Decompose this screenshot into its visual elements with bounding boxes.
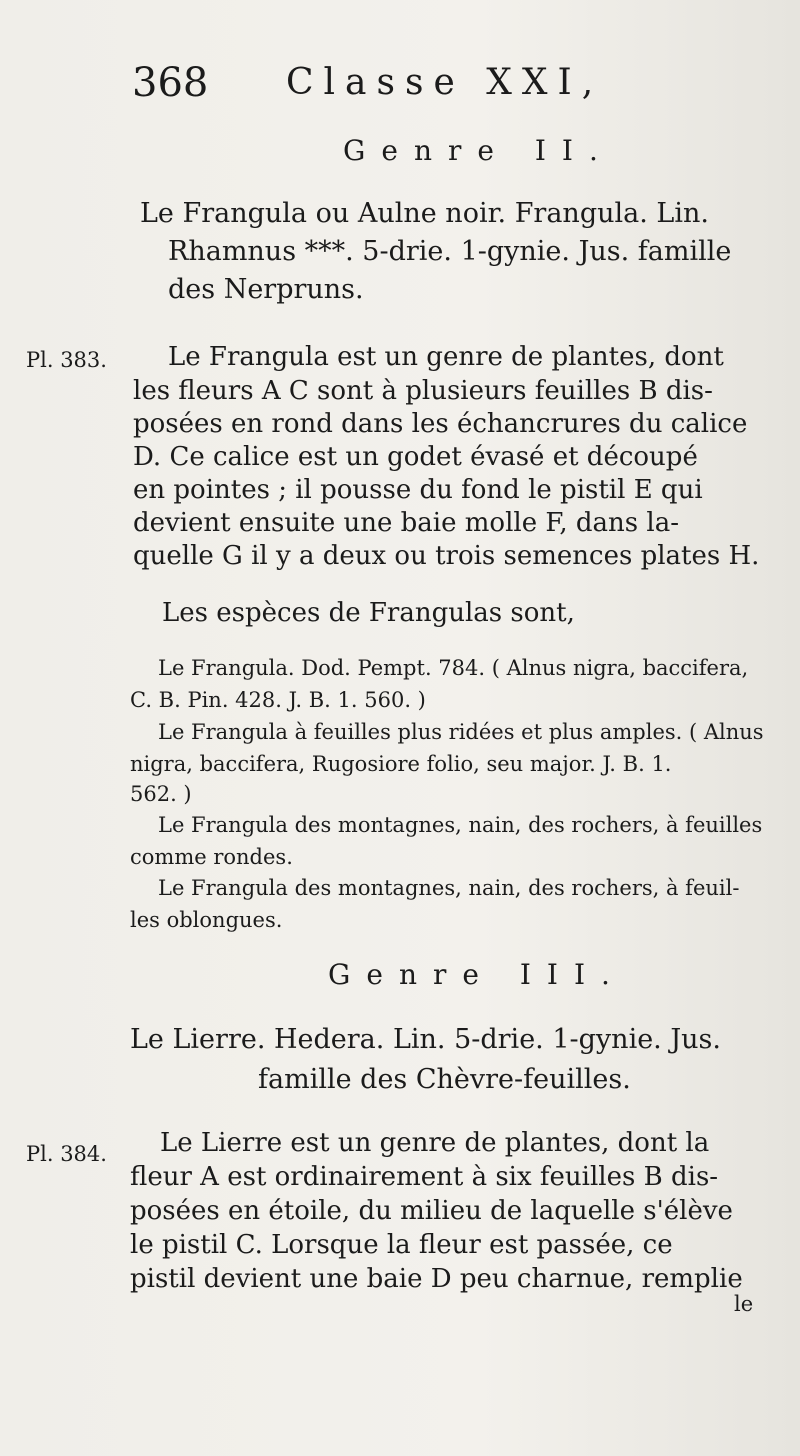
description-line: devient ensuite une baie molle F, dans la- [133, 508, 679, 538]
species-line: nigra, baccifera, Rugosiore folio, seu major. J. B. 1. [130, 752, 672, 776]
description-line: posées en étoile, du milieu de laquelle s'élève [130, 1196, 733, 1226]
genre-title-line: Le Frangula ou Aulne noir. Frangula. Lin. [140, 198, 709, 229]
species-line: Le Frangula à feuilles plus ridées et plus amples. ( Alnus [158, 720, 764, 744]
description-line: Le Lierre est un genre de plantes, dont la [160, 1128, 710, 1158]
species-line: C. B. Pin. 428. J. B. 1. 560. ) [130, 688, 426, 712]
species-line: Le Frangula des montagnes, nain, des rochers, à feuilles [158, 813, 763, 837]
genre-title-line: Le Lierre. Hedera. Lin. 5-drie. 1-gynie. Jus. [130, 1024, 721, 1055]
description-line: pistil devient une baie D peu charnue, remplie [130, 1264, 743, 1294]
catchword: le [734, 1292, 754, 1316]
species-line: Le Frangula. Dod. Pempt. 784. ( Alnus nigra, baccifera, [158, 656, 749, 680]
species-line: Le Frangula des montagnes, nain, des rochers, à feuil- [158, 876, 740, 900]
species-line: 562. ) [130, 782, 192, 806]
page-number: 368 [132, 60, 209, 106]
genre-heading: Genre II. [343, 134, 614, 167]
genre-heading: Genre III. [328, 958, 626, 991]
plate-reference: Pl. 383. [26, 348, 107, 372]
genre-title-line: Rhamnus ***. 5-drie. 1-gynie. Jus. famille [168, 236, 732, 267]
description-line: Le Frangula est un genre de plantes, dont [168, 342, 724, 372]
description-line: D. Ce calice est un godet évasé et découpé [133, 442, 698, 472]
species-line: les oblongues. [130, 908, 283, 932]
description-line: en pointes ; il pousse du fond le pistil E qui [133, 475, 703, 505]
plate-reference: Pl. 384. [26, 1142, 107, 1166]
species-line: comme rondes. [130, 845, 293, 869]
class-title: Classe XXI, [286, 62, 604, 103]
species-heading: Les espèces de Frangulas sont, [162, 598, 575, 628]
description-line: les fleurs A C sont à plusieurs feuilles B dis- [133, 376, 713, 406]
description-line: quelle G il y a deux ou trois semences plates H. [133, 541, 760, 571]
description-line: posées en rond dans les échancrures du calice [133, 409, 748, 439]
genre-title-line: des Nerpruns. [168, 274, 364, 305]
description-line: fleur A est ordinairement à six feuilles B dis- [130, 1162, 719, 1192]
genre-title-line: famille des Chèvre-feuilles. [258, 1064, 631, 1095]
description-line: le pistil C. Lorsque la fleur est passée, ce [130, 1230, 673, 1260]
